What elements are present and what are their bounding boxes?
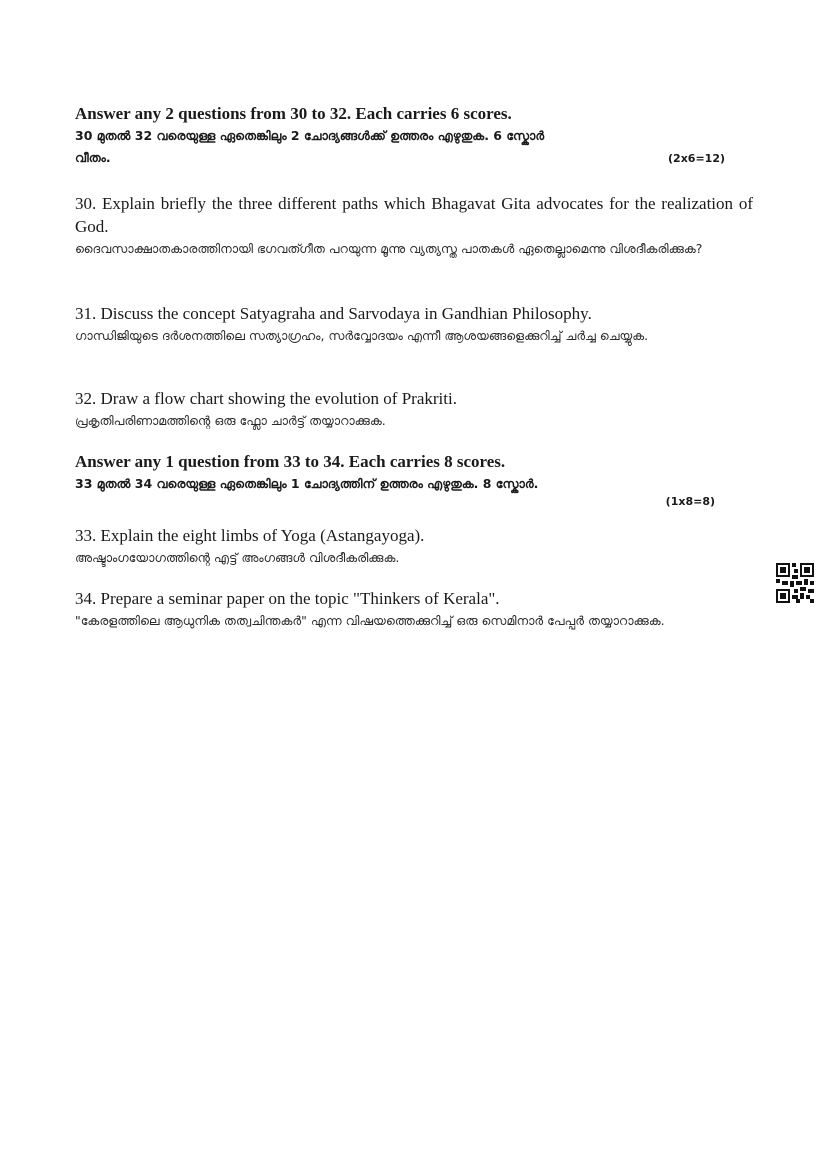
question-30-ml: ദൈവസാക്ഷാതകാരത്തിനായി ഭഗവത്ഗീത പറയുന്ന മൂന്നു വ്യത്യസ്ത പാതകൾ ഏതെല്ലാമെന്നു വിശദീകരിക്കുക? — [75, 241, 703, 256]
section-1-instruction-ml-2: വീതം. — [75, 150, 111, 165]
section-1-heading: Answer any 2 questions from 30 to 32. Each carries 6 scores. — [75, 104, 512, 123]
qr-code-icon — [776, 563, 814, 603]
question-34-ml: "കേരളത്തിലെ ആധുനിക തത്വചിന്തകർ" എന്ന വിഷയത്തെക്കുറിച്ച് ഒരു സെമിനാർ പേപ്പർ തയ്യാറാക്കുക. — [75, 613, 665, 628]
question-34-en: 34. Prepare a seminar paper on the topic "Thinkers of Kerala". — [75, 589, 500, 608]
question-33-ml: അഷ്ടാംഗയോഗത്തിന്റെ എട്ട് അംഗങ്ങൾ വിശദീകരിക്കുക. — [75, 550, 400, 565]
question-32 — [75, 387, 753, 432]
section-2-instruction-ml: 33 മുതൽ 34 വരെയുള്ള ഏതെങ്കിലും 1 ചോദ്യത്തിന് ഉത്തരം എഴുതുക. 8 സ്കോർ. — [75, 476, 539, 491]
question-34 — [75, 587, 753, 632]
question-30 — [75, 192, 753, 260]
section-1-marks: (2x6=12) — [668, 152, 725, 165]
question-30-en: 30. Explain briefly the three different paths which Bhagavat Gita advocates for the realization of God. — [75, 194, 753, 236]
question-33 — [75, 524, 753, 569]
question-32-en: 32. Draw a flow chart showing the evolution of Prakriti. — [75, 389, 457, 408]
question-33-en: 33. Explain the eight limbs of Yoga (Astangayoga). — [75, 526, 425, 545]
question-31-en: 31. Discuss the concept Satyagraha and Sarvodaya in Gandhian Philosophy. — [75, 304, 592, 323]
section-2-header — [75, 451, 753, 508]
question-32-ml: പ്രകൃതിപരിണാമത്തിന്റെ ഒരു ഫ്ലോ ചാർട്ട് തയ്യാറാക്കുക. — [75, 413, 386, 428]
section-1-header — [75, 103, 753, 169]
section-2-marks: (1x8=8) — [665, 495, 715, 508]
section-1-instruction-ml: 30 മുതൽ 32 വരെയുള്ള ഏതെങ്കിലും 2 ചോദ്യങ്ങൾക്ക് ഉത്തരം എഴുതുക. 6 സ്കോർ — [75, 128, 545, 143]
question-31 — [75, 302, 753, 347]
section-2-heading: Answer any 1 question from 33 to 34. Each carries 8 scores. — [75, 452, 506, 471]
question-31-ml: ഗാന്ധിജിയുടെ ദർശനത്തിലെ സത്യാഗ്രഹം, സർവ്വോദയം എന്നീ ആശയങ്ങളെക്കുറിച്ച് ചർച്ച ചെയ്യുക. — [75, 328, 649, 343]
